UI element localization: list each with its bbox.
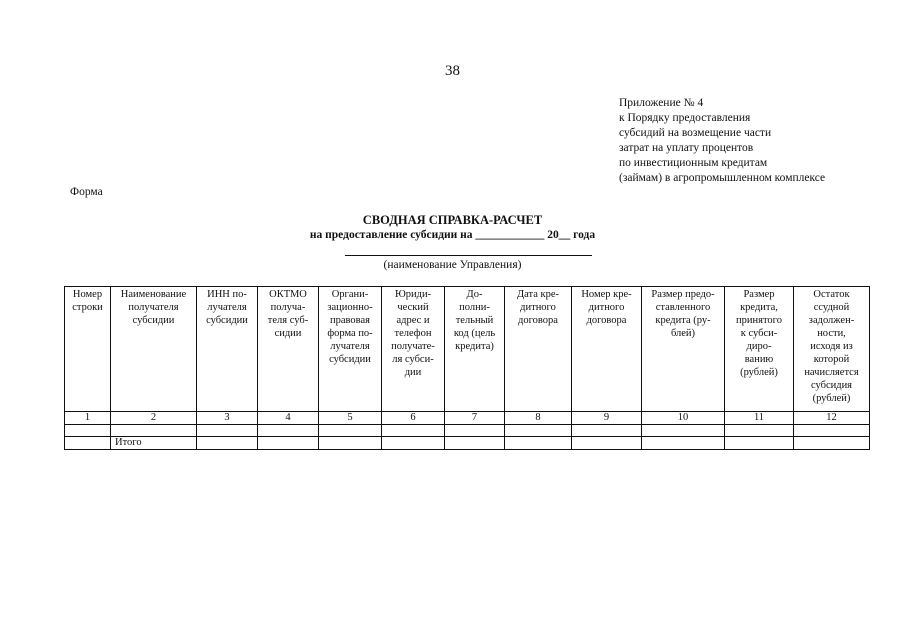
- column-number: 12: [794, 412, 870, 425]
- header-cell: Размер кредита, принятого к субси- диро- ванию (рублей): [725, 287, 794, 412]
- header-cell: Наименование получателя субсидии: [111, 287, 197, 412]
- document-title: СВОДНАЯ СПРАВКА-РАСЧЕТ: [362, 213, 543, 227]
- appendix-line: затрат на уплату процентов: [619, 142, 754, 154]
- management-caption: (наименование Управления): [383, 259, 522, 271]
- column-number: 2: [111, 412, 197, 425]
- table-cell: [794, 437, 870, 450]
- header-cell: Остаток ссудной задолжен- ности, исходя из которой начисляется субсидия (рублей): [794, 287, 870, 412]
- appendix-line: по инвестиционным кредитам: [619, 157, 768, 169]
- table-cell: [794, 425, 870, 437]
- header-cell: Номер строки: [65, 287, 111, 412]
- column-number: 11: [725, 412, 794, 425]
- table-cell: [445, 425, 505, 437]
- appendix-line: субсидий на возмещение части: [619, 127, 772, 139]
- header-cell: Юриди- ческий адрес и телефон получате- ля субси- дии: [382, 287, 445, 412]
- table-cell: [197, 425, 258, 437]
- header-row: [65, 287, 870, 412]
- column-number: 3: [197, 412, 258, 425]
- column-number: 5: [319, 412, 382, 425]
- table-cell: [642, 425, 725, 437]
- table-cell: [725, 425, 794, 437]
- column-number: 9: [572, 412, 642, 425]
- column-number: 7: [445, 412, 505, 425]
- table-cell: [319, 437, 382, 450]
- table-cell: [197, 437, 258, 450]
- management-name-line: [345, 255, 592, 256]
- table-cell: [382, 437, 445, 450]
- table-cell: [319, 425, 382, 437]
- header-cell: Номер кре- дитного договора: [572, 287, 642, 412]
- header-cell: Размер предо- ставленного кредита (ру- блей): [642, 287, 725, 412]
- column-number: 8: [505, 412, 572, 425]
- total-row: [65, 437, 870, 450]
- appendix-line: (займам) в агропромышленном комплексе: [619, 172, 826, 184]
- appendix-note: [619, 96, 825, 186]
- header-cell: До- полни- тельный код (цель кредита): [445, 287, 505, 412]
- form-label: Форма: [70, 186, 103, 198]
- report-table: [64, 286, 870, 450]
- table-cell: [258, 425, 319, 437]
- table-cell: [642, 437, 725, 450]
- empty-row: [65, 425, 870, 437]
- document-subtitle: на предоставление субсидии на ____________ 20__ года: [309, 229, 596, 241]
- page-number: 38: [445, 63, 460, 79]
- table-cell: [65, 425, 111, 437]
- appendix-line: Приложение № 4: [619, 97, 704, 109]
- appendix-line: к Порядку предоставления: [619, 112, 751, 124]
- header-cell: Органи- зационно- правовая форма по- лучателя субсидии: [319, 287, 382, 412]
- table-cell: [505, 437, 572, 450]
- table-cell: [505, 425, 572, 437]
- table-cell: [382, 425, 445, 437]
- table-cell: [65, 437, 111, 450]
- column-number: 1: [65, 412, 111, 425]
- header-cell: ОКТМО получа- теля суб- сидии: [258, 287, 319, 412]
- table-cell: [572, 437, 642, 450]
- table-cell: [258, 437, 319, 450]
- table-cell: [445, 437, 505, 450]
- column-number-row: [65, 412, 870, 425]
- table-cell: [572, 425, 642, 437]
- column-number: 6: [382, 412, 445, 425]
- total-label: Итого: [111, 437, 197, 450]
- header-cell: Дата кре- дитного договора: [505, 287, 572, 412]
- column-number: 10: [642, 412, 725, 425]
- table-cell: [725, 437, 794, 450]
- column-number: 4: [258, 412, 319, 425]
- header-cell: ИНН по- лучателя субсидии: [197, 287, 258, 412]
- table-cell: [111, 425, 197, 437]
